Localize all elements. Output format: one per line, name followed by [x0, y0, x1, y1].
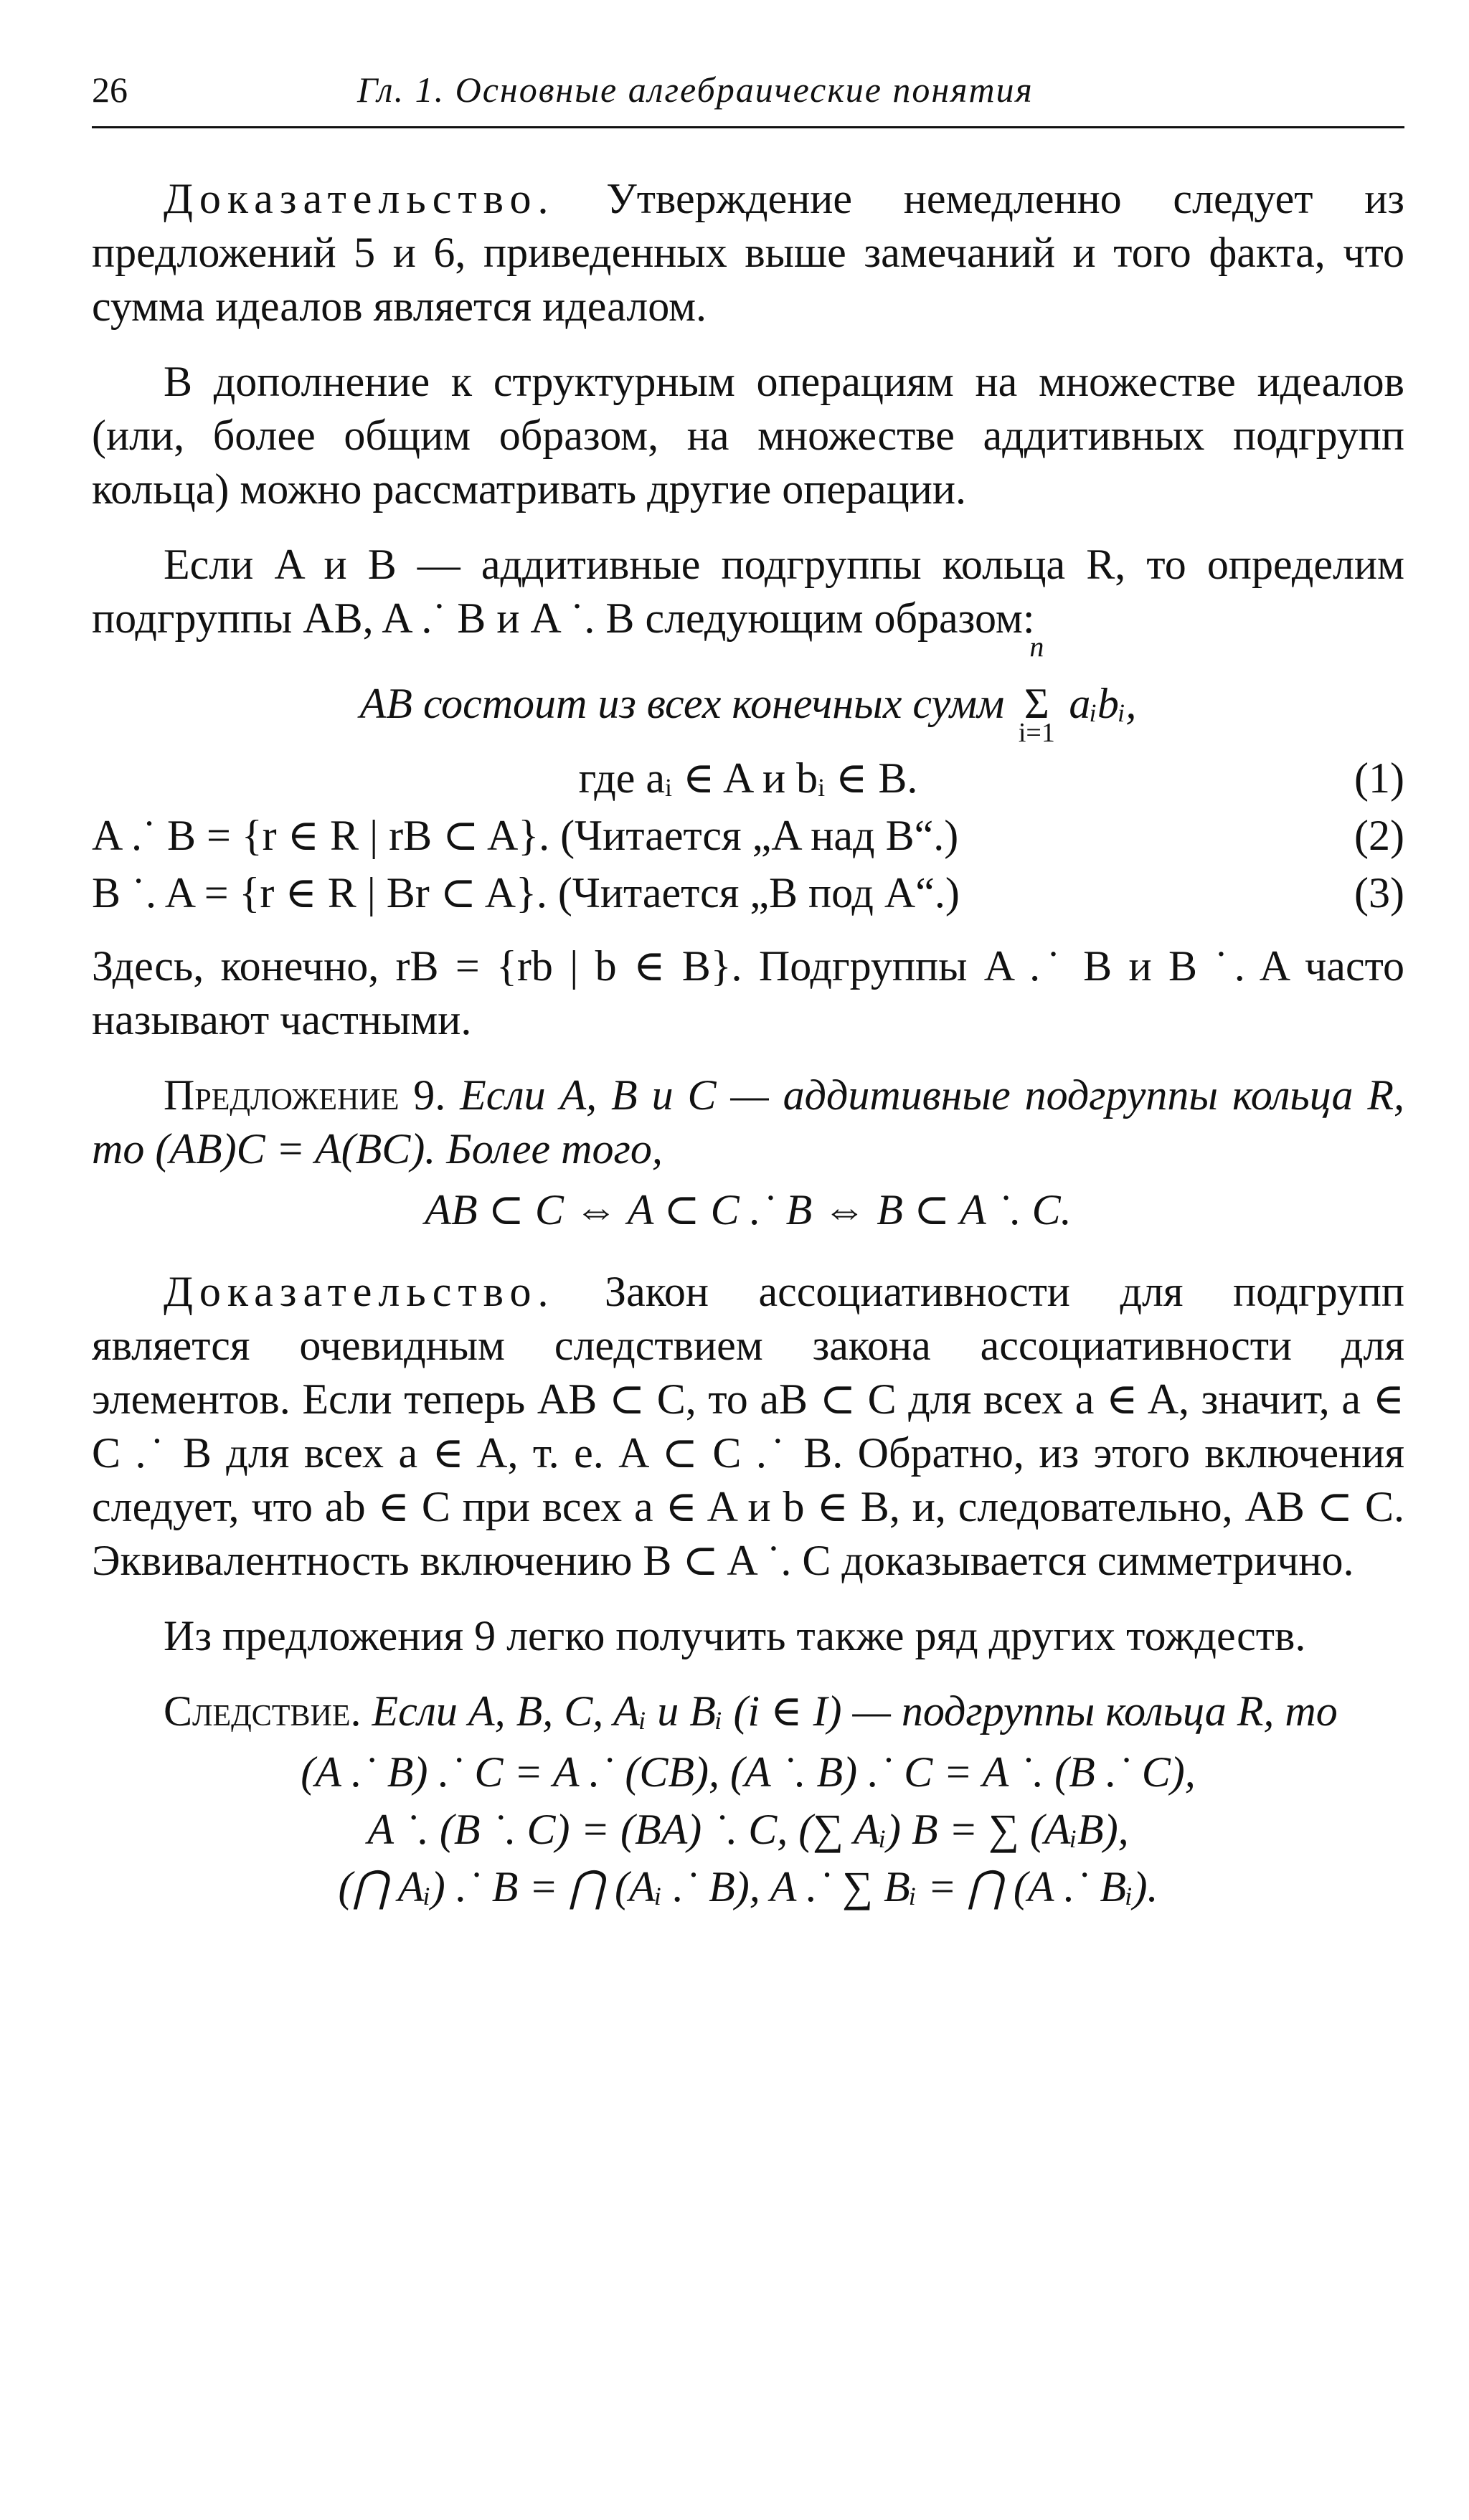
proof-paragraph-1: [92, 172, 1404, 333]
proof-label-2: Доказательство.: [164, 1268, 555, 1315]
equation-2-number: (2): [1354, 812, 1404, 859]
proof-paragraph-2: [92, 1265, 1404, 1588]
equation-1-number: (1): [1354, 754, 1404, 802]
proposition-9-formula-text: AB ⊂ C ⇔ A ⊂ C .˙ B ⇔ B ⊂ A ˙. C.: [425, 1186, 1072, 1233]
corollary-line-1-text: (A .˙ B) .˙ C = A .˙ (CB), (A ˙. B) .˙ C = A ˙. (B .˙ C),: [301, 1748, 1196, 1796]
corollary-line-3: [92, 1860, 1404, 1918]
equation-1-term: aᵢbᵢ,: [1069, 680, 1137, 727]
sum-symbol: [1015, 630, 1058, 748]
paragraph-identities: Из предложения 9 легко получить также ряд других тождеств.: [164, 1612, 1306, 1659]
proposition-9: [92, 1069, 1404, 1176]
paragraph-quotients: Здесь, конечно, rB = {rb | b ∈ B}. Подгруппы A .˙ B и B ˙. A часто называют частными.: [92, 942, 1404, 1043]
running-head: Гл. 1. Основные алгебраические понятия: [357, 70, 1034, 110]
equation-1-condition: где aᵢ ∈ A и bᵢ ∈ B.: [578, 754, 918, 802]
corollary-text: Если A, B, C, Aᵢ и Bᵢ (i ∈ I) — подгруппы кольца R, то: [361, 1687, 1338, 1735]
equation-1-content: [92, 630, 1404, 748]
equation-1-line-2: [92, 752, 1404, 809]
page-header: [92, 69, 1404, 120]
equation-3-text: B ˙. A = {r ∈ R | Br ⊂ A}. (Читается „B под A“.): [92, 869, 960, 916]
page-body: [92, 172, 1404, 1918]
sum-sign: Σ: [1024, 680, 1049, 727]
equation-1-line-1: [92, 630, 1404, 748]
equation-2: [92, 809, 1404, 866]
paragraph-definitions: Если A и B — аддитивные подгруппы кольца R, то определим подгруппы AB, A .˙ B и A ˙. B следующим образом:: [92, 541, 1404, 642]
proposition-text: Если A, B и C — аддитивные подгруппы кольца R, то (AB)C = A(BC). Более того,: [92, 1071, 1404, 1173]
equation-3: [92, 866, 1404, 924]
corollary-label: Следствие.: [164, 1687, 362, 1735]
proof-text: Утверждение немедленно следует из предложений 5 и 6, приведенных выше замечаний и того факта, что сумма идеалов является идеалом.: [92, 175, 1404, 330]
proposition-9-formula: [92, 1183, 1404, 1241]
equation-1-lhs: AB состоит из всех конечных сумм: [359, 680, 1005, 727]
proposition-label: Предложение 9.: [164, 1071, 446, 1119]
corollary-line-1: [92, 1745, 1404, 1803]
proof-label: Доказательство.: [164, 175, 555, 222]
page-number: 26: [92, 70, 128, 110]
sum-upper-limit: n: [1029, 630, 1044, 663]
equation-2-text: A .˙ B = {r ∈ R | rB ⊂ A}. (Читается „A над B“.): [92, 812, 959, 859]
corollary-line-3-text: (⋂ Aᵢ) .˙ B = ⋂ (Aᵢ .˙ B), A .˙ ∑ Bᵢ = ⋂ (A .˙ Bᵢ).: [338, 1863, 1158, 1910]
equation-3-number: (3): [1354, 869, 1404, 916]
proof-text-2: Закон ассоциативности для подгрупп является очевидным следствием закона ассоциативности для элементов. Если теперь AB ⊂ C, то aB ⊂ C для всех a ∈ A, значит, a ∈ C .˙ B для всех a ∈ A, т. е. A ⊂ C .˙ B. Обратно, из этого включения следует, что ab ∈ C при всех a ∈ A и b ∈ B, и, следовательно, AB ⊂ C. Эквивалентность включению B ⊂ A ˙. C доказывается симметрично.: [92, 1268, 1404, 1584]
corollary-line-2-text: A ˙. (B ˙. C) = (BA) ˙. C, (∑ Aᵢ) B = ∑ (AᵢB),: [367, 1806, 1129, 1853]
header-rule: [92, 126, 1404, 128]
corollary-line-2: [92, 1803, 1404, 1860]
sum-lower-limit: i=1: [1018, 718, 1055, 748]
paragraph-operations: В дополнение к структурным операциям на множестве идеалов (или, более общим образом, на множестве аддитивных подгрупп кольца) можно рассматривать другие операции.: [92, 358, 1404, 513]
corollary: [92, 1685, 1404, 1738]
